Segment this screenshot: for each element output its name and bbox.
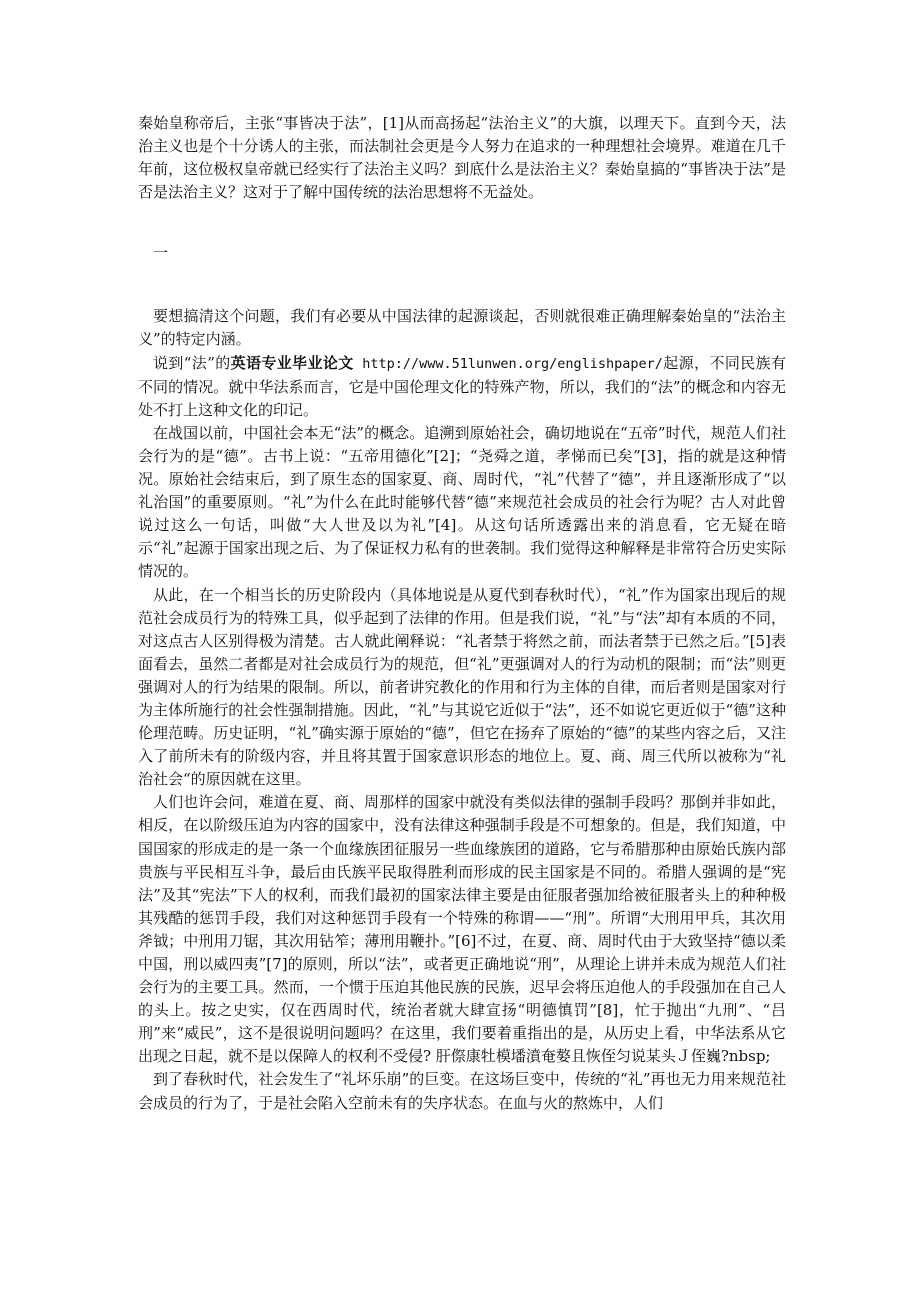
paragraph-1: 要想搞清这个问题，我们有必要从中国法律的起源谈起，否则就很难正确理解秦始皇的“法治主义”的特定内涵。 — [138, 307, 786, 349]
paragraph-6: 到了春秋时代，社会发生了“礼坏乐崩”的巨变。在这场巨变中，传统的“礼”再也无力用来规范社会成员的行为了，于是社会陷入空前未有的失序状态。在血与火的熬炼中，人们 — [138, 1070, 786, 1112]
paragraph-4: 从此，在一个相当长的历史阶段内（具体地说是从夏代到春秋时代），“礼”作为国家出现后的规范社会成员行为的特殊工具，似乎起到了法律的作用。但是我们说，“礼”与“法”却有本质的不同，对这点古人区别得极为清楚。古人就此阐释说：“礼者禁于将然之前，而法者禁于已然之后。”[5]表面看去，虽然二者都是对社会成员行为的规范，但“礼”更强调对人的行为动机的限制；而“法”则更强调对人的行为结果的限制。所以，前者讲究教化的作用和行为主体的自律，而后者则是国家对行为主体所施行的社会性强制措施。因此，“礼”与其说它近似于“法”，还不如说它更近似于“德”这种伦理范畴。历史证明，“礼”确实源于原始的“德”，但它在扬弃了原始的“德”的某些内容之后，又注入了前所未有的阶级内容，并且将其置于国家意识形态的地位上。夏、商、周三代所以被称为“礼治社会“的原因就在这里。 — [138, 585, 786, 789]
intro-paragraph: 秦始皇称帝后，主张“事皆决于法”，[1]从而高扬起“法治主义”的大旗，以理天下。直到今天，法治主义也是个十分诱人的主张，而法制社会更是今人努力在追求的一种理想社会境界。难道在几千年前，这位极权皇帝就已经实行了法治主义吗？到底什么是法治主义？秦始皇搞的“事皆决于法”是否是法治主义？这对于了解中国传统的法治思想将不无益处。 — [138, 114, 786, 202]
document-page — [138, 112, 786, 1115]
paragraph-2 — [138, 352, 786, 422]
paragraph-2-post: 起源，不同民族有不同的情况。就中华法系而言，它是中国伦理文化的特殊产物，所以，我们的“法”的概念和内容无处不打上这种文化的印记。 — [138, 353, 786, 419]
paragraph-3: 在战国以前，中国社会本无“法”的概念。追溯到原始社会，确切地说在“五帝”时代，规范人们社会行为的是“德”。古书上说：“五帝用德化”[2]；“尧舜之道，孝悌而已矣”[3]，指的就是这种情况。原始社会结束后，到了原生态的国家夏、商、周时代，“礼”代替了“德”，并且逐渐形成了“以礼治国”的重要原则。“礼”为什么在此时能够代替“德”来规范社会成员的社会行为呢？古人对此曾说过这么一句话，叫做“大人世及以为礼”[4]。从这句话所透露出来的消息看，它无疑在暗示“礼”起源于国家出现之后、为了保证权力私有的世袭制。我们觉得这种解释是非常符合历史实际情况的。 — [138, 423, 786, 581]
paragraph-5: 人们也许会问，难道在夏、商、周那样的国家中就没有类似法律的强制手段吗？那倒并非如此，相反，在以阶级压迫为内容的国家中，没有法律这种强制手段是不可想象的。但是，我们知道，中国国家的形成走的是一条一个血缘族团征服另一些血缘族团的道路，它与希腊那种由原始氏族内部贵族与平民相互斗争，最后由氏族平民取得胜利而形成的民主国家是不同的。希腊人强调的是“宪法”及其“宪法”下人的权利，而我们最初的国家法律主要是由征服者强加给被征服者头上的种种极其残酷的惩罚手段，我们对这种惩罚手段有一个特殊的称谓——“刑”。所谓“大刑用甲兵，其次用斧钺；中刑用刀锯，其次用钻笮；薄刑用鞭扑。”[6]不过，在夏、商、周时代由于大致坚持“德以柔中国，刑以威四夷”[7]的原则，所以“法”，或者更正确地说“刑”，从理论上讲并未成为规范人们社会行为的主要工具。然而，一个惯于压迫其他民族的民族，迟早会将压迫他人的手段强加在自己人的头上。按之史实，仅在西周时代，统治者就大肆宣扬“明德慎罚”[8]，忙于抛出“九刑”、“吕刑”来“威民”，这不是很说明问题吗？在这里，我们要着重指出的是，从历史上看，中华法系从它出现之日起，就不是以保障人的权利不受侵? 肝傺康牡模墦濆奄嫯且恢侄匀说某头Ｊ侄巍?nbsp; — [138, 793, 786, 1066]
section-heading: 一 — [153, 244, 169, 263]
english-thesis-link[interactable]: 英语专业毕业论文 — [230, 353, 354, 372]
thesis-url[interactable]: http://www.51lunwen.org/englishpaper/ — [353, 355, 663, 372]
paragraph-2-pre: 说到“法”的 — [153, 353, 231, 372]
